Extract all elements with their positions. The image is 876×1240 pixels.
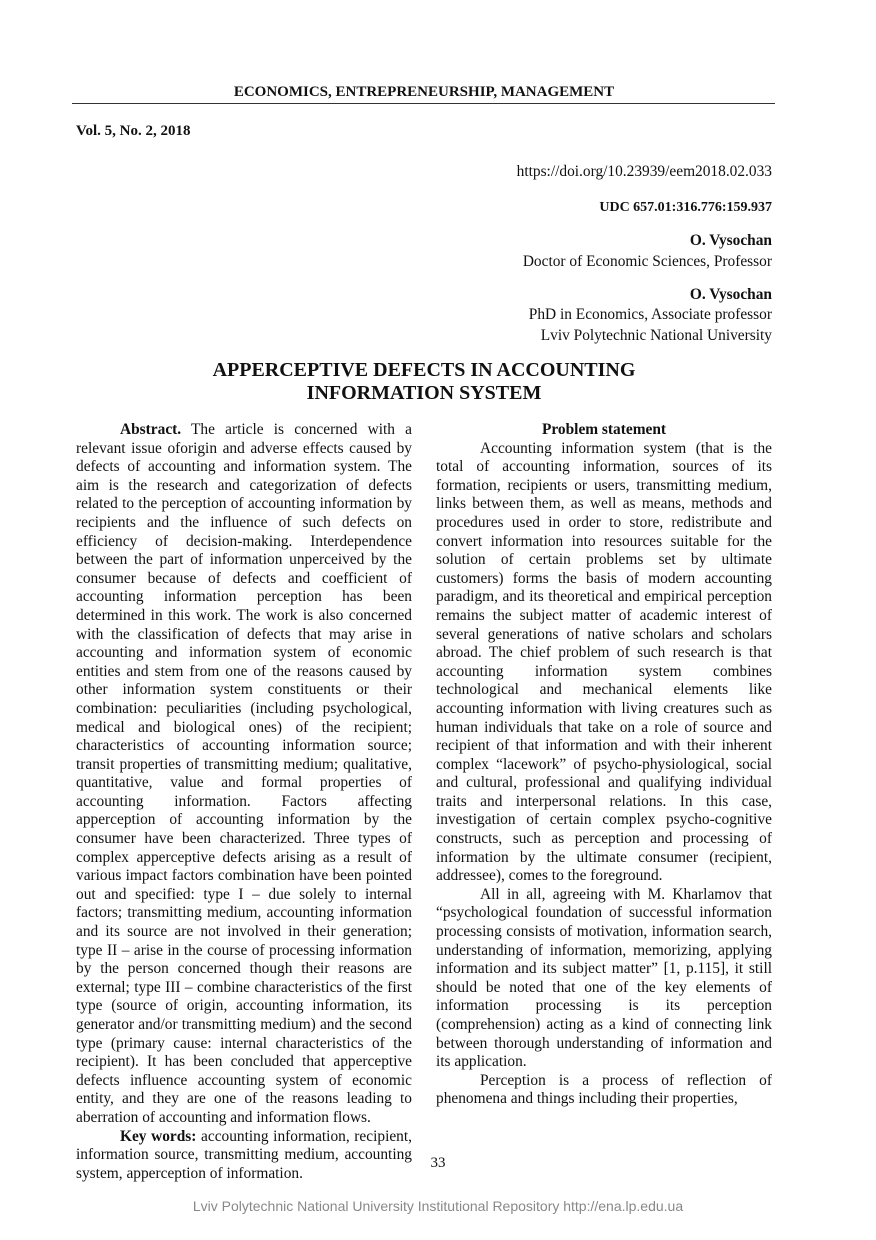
header-rule [72,103,775,104]
keywords-text: accounting information, recipient, information source, transmitting medium, accounting system, apperception of information. [76,1127,412,1182]
section-heading: Problem statement [541,421,667,438]
repository-footer: Lviv Polytechnic National University Institutional Repository http://ena.lp.edu.ua [192,1198,684,1214]
volume-info: Vol. 5, No. 2, 2018 [76,123,191,139]
udc-code: UDC 657.01:316.776:159.937 [599,200,772,215]
doi-link[interactable]: https://doi.org/10.23939/eem2018.02.033 [516,163,772,180]
abstract-text: The article is concerned with a relevant issue oforigin and adverse effects caused by defects of accounting and information system. The aim is the research and categorization of defects related to the perception of accounting information by recipients and the influence of such defects on efficiency of decision-making. Interdependence between the part of information unperceived by the consumer because of defects and coefficient of accounting information perception has been determined in this work. The work is also concerned with the classification of defects that may arise in accounting and information system of economic entities and stem from one of the reasons caused by other information system constituents or their combination: peculiarities (including psychological, medical and biological ones) of the recipient; characteristics of accounting information source; transit properties of transmitting medium; qualitative, quantitative, value and formal properties of accounting information. Factors affecting apperception of accounting information by the consumer have been characterized. Three types of complex apperceptive defects arising as a result of various impact factors combination have been pointed out and specified: type I – due solely to internal factors; transmitting medium, accounting information and its source are not involved in their generation; type II – arise in the course of processing information by the person concerned though their reasons are external; type III – combine characteristics of the first type (source of origin, accounting information, its generator and/or transmitting medium) and the second type (primary cause: internal characteristics of the recipient). It has been concluded that apperceptive defects influence accounting system of economic entity, and they are one of the reasons leading to aberration of accounting and information flows. [76,421,412,1126]
abstract [76,421,412,1128]
page-number: 33 [430,1155,446,1171]
paragraph: All in all, agreeing with M. Kharlamov that “psychological foundation of successful information processing consists of motivation, information search, understanding of information, memorizing, applying information and its subject matter” [1, p.115], it still should be noted that one of the key elements of information processing is its perception (comprehension) acting as a kind of connecting link between thorough understanding of information and its application. [436,885,772,1071]
author-name: O. Vysochan [689,286,772,303]
abstract-label: Abstract. [120,421,182,438]
title-line: APPERCEPTIVE DEFECTS IN ACCOUNTING [212,359,636,381]
author-affiliation: Lviv Polytechnic National University [540,327,772,344]
journal-header: ECONOMICS, ENTREPRENEURSHIP, MANAGEMENT [233,84,615,100]
right-column [436,421,772,1109]
paragraph: Accounting information system (that is the total of accounting information, sources of its formation, recipients or users, transmitting medium, links between them, as well as means, methods and procedures used in order to store, redistribute and convert information into resources suitable for the solution of certain problems set by ultimate customers) forms the basis of modern accounting paradigm, and its theoretical and empirical perception remains the subject matter of academic interest of several generations of native scholars and scholars abroad. The chief problem of such research is that accounting information system combines technological and mechanical elements like accounting information with living creatures such as human individuals that take on a role of source and recipient of that information and with their inherent complex “lacework” of psycho-physiological, social and cultural, professional and qualifying individual traits and interpersonal relations. In this case, investigation of certain complex psycho-cognitive constructs, such as perception and processing of information by the ultimate consumer (recipient, addressee), comes to the foreground. [436,439,772,885]
left-column [76,421,412,1183]
paragraph: Perception is a process of reflection of phenomena and things including their properties, [436,1071,772,1108]
author-name: O. Vysochan [689,232,772,249]
author-position: Doctor of Economic Sciences, Professor [522,253,772,270]
author-position: PhD in Economics, Associate professor [528,306,772,323]
title-line: INFORMATION SYSTEM [306,382,542,404]
paper-title [76,359,772,405]
keywords-label: Key words: [120,1127,197,1145]
